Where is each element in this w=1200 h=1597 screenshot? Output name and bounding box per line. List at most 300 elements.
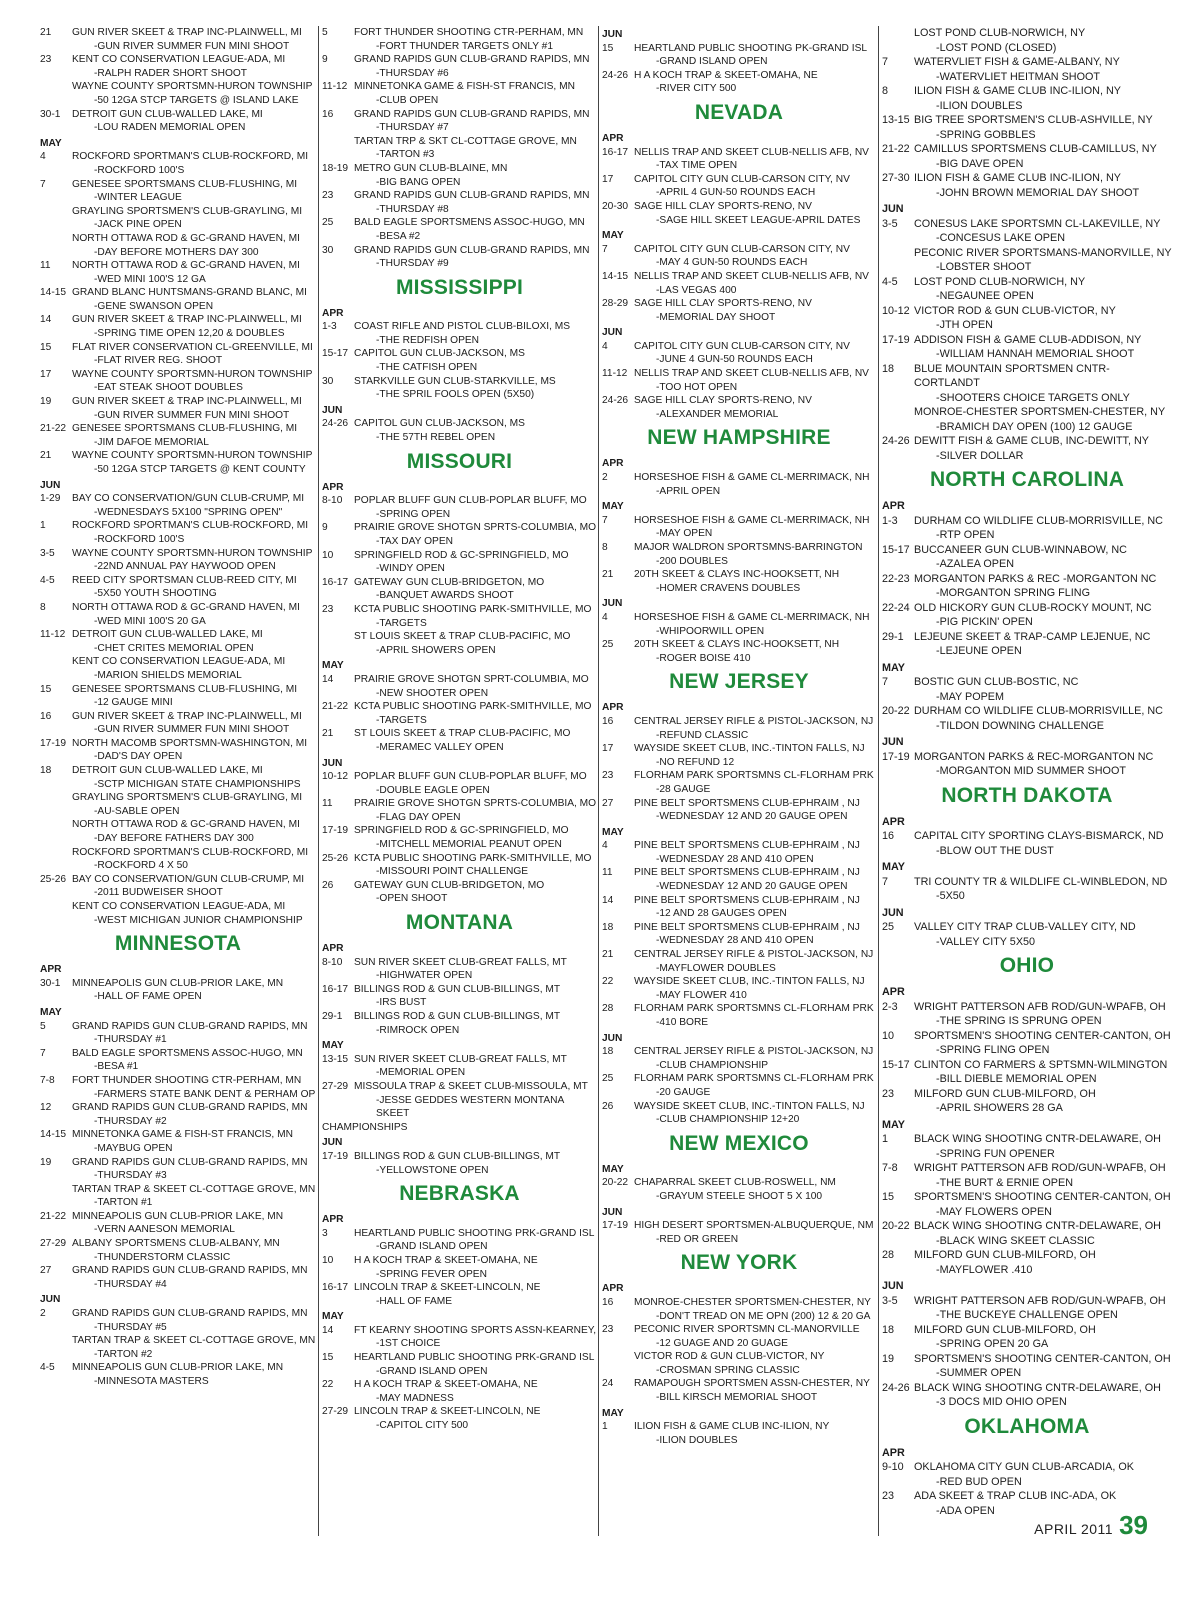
event-entry <box>602 894 876 921</box>
month-heading: MAY <box>322 1311 344 1323</box>
event-club: ROCKFORD SPORTMAN'S CLUB-ROCKFORD, MI <box>72 520 309 532</box>
event-date: 17-19 <box>882 333 910 346</box>
event-entry <box>40 1210 316 1237</box>
event-date: 19 <box>40 1156 52 1168</box>
event-date: 2 <box>602 472 608 484</box>
event-name: -WHIPOORWILL OPEN <box>656 625 765 637</box>
event-date: 13-15 <box>882 114 910 126</box>
event-club: FORT THUNDER SHOOTING CTR-PERHAM, MN <box>72 1074 302 1086</box>
event-text <box>634 1219 876 1246</box>
event-date: 20-22 <box>602 1177 629 1189</box>
event-text <box>354 956 597 983</box>
event-entry <box>322 347 597 374</box>
event-club: LINCOLN TRAP & SKEET-LINCOLN, NE <box>354 1282 541 1294</box>
event-club: ST LOUIS SKEET & TRAP CLUB-PACIFIC, MO <box>354 631 571 643</box>
event-name: -1ST CHOICE <box>376 1338 441 1350</box>
event-club: SAGE HILL CLAY SPORTS-RENO, NV <box>634 298 812 310</box>
event-club: DETROIT GUN CLUB-WALLED LAKE, MI <box>72 108 263 120</box>
event-entry <box>322 244 597 271</box>
event-entry <box>322 1150 597 1177</box>
event-text <box>914 1161 1172 1190</box>
event-club: WAYNE COUNTY SPORTSMN-HURON TOWNSHIP <box>72 368 313 380</box>
event-name: -SPRING FUN OPENER <box>936 1147 1055 1160</box>
event-date: 11 <box>322 798 333 810</box>
event-name: -50 12GA STCP TARGETS @ ISLAND LAKE <box>94 94 299 106</box>
event-club: SUN RIVER SKEET CLUB-GREAT FALLS, MT <box>354 1053 567 1065</box>
event-name: -GRAND ISLAND OPEN <box>376 1365 488 1377</box>
event-entry <box>40 259 316 286</box>
event-date: 10-12 <box>882 304 910 317</box>
event-club: ILION FISH & GAME CLUB INC-ILION, NY <box>634 1421 830 1433</box>
event-entry <box>40 108 316 135</box>
event-name: -SPRING GOBBLES <box>936 128 1036 141</box>
event-entry <box>40 764 316 791</box>
schedule-column-4 <box>882 26 1172 1518</box>
event-name: -TARTON #3 <box>376 149 435 161</box>
event-entry <box>40 1128 316 1155</box>
state-heading: NEBRASKA <box>399 1182 520 1206</box>
event-name: -CLUB CHAMPIONSHIP 12+20 <box>656 1114 800 1126</box>
event-entry <box>882 1381 1172 1410</box>
event-name: -THUNDERSTORM CLASSIC <box>94 1251 231 1263</box>
event-name: -ADA OPEN <box>936 1504 995 1517</box>
event-entry-continued <box>322 630 597 657</box>
month-heading: JUN <box>40 479 61 491</box>
month-heading: MAY <box>602 230 624 242</box>
event-name: -TAX TIME OPEN <box>656 160 738 172</box>
event-name: -BRAMICH DAY OPEN (100) 12 GAUGE <box>936 420 1133 433</box>
event-text <box>634 69 876 96</box>
event-text <box>354 375 597 402</box>
event-text <box>634 568 876 595</box>
event-text <box>914 1323 1172 1352</box>
event-date: 10-12 <box>322 771 349 783</box>
event-text <box>914 630 1172 659</box>
event-entry <box>40 449 316 476</box>
event-club: KENT CO CONSERVATION LEAGUE-ADA, MI <box>72 656 286 668</box>
event-club: CAPITOL GUN CLUB-JACKSON, MS <box>354 348 525 360</box>
event-date: 28 <box>602 1003 614 1015</box>
event-text <box>634 42 876 69</box>
event-entry <box>882 1190 1172 1219</box>
event-text <box>72 710 316 737</box>
event-entry <box>602 638 876 665</box>
event-club: MISSOULA TRAP & SKEET CLUB-MISSOULA, MT <box>354 1080 588 1092</box>
event-entry <box>40 1156 316 1183</box>
event-entry <box>322 1378 597 1405</box>
event-entry-continued <box>40 1183 316 1210</box>
event-entry <box>882 275 1172 304</box>
event-club: PRAIRIE GROVE SHOTGN SPRTS-COLUMBIA, MO <box>354 798 597 810</box>
state-heading: NEW JERSEY <box>669 670 809 694</box>
event-name: -MAY FLOWER 410 <box>656 989 747 1001</box>
event-club: MAJOR WALDRON SPORTSMNS-BARRINGTON <box>634 542 863 553</box>
event-date: 8-10 <box>322 495 343 507</box>
event-name: -SCTP MICHIGAN STATE CHAMPIONSHIPS <box>94 778 301 790</box>
event-entry <box>602 1219 876 1246</box>
event-name: -BIG DAVE OPEN <box>936 157 1024 170</box>
event-text <box>354 824 597 851</box>
event-date: 18 <box>602 1046 614 1058</box>
state-heading: OHIO <box>999 954 1055 977</box>
event-name: -GRAND ISLAND OPEN <box>376 1241 488 1253</box>
event-text <box>72 1264 316 1291</box>
event-date: 16-17 <box>322 576 349 588</box>
event-name: -MEMORIAL OPEN <box>376 1067 466 1079</box>
event-date: 3 <box>322 1227 328 1239</box>
event-date: 15 <box>882 1191 895 1203</box>
event-text <box>914 171 1172 200</box>
event-name: -WED MINI 100'S 12 GA <box>94 273 206 285</box>
event-club: SPORTSMEN'S SHOOTING CENTER-CANTON, OH <box>914 1029 1171 1042</box>
event-date: 23 <box>882 1087 895 1100</box>
event-date: 17-19 <box>322 825 349 837</box>
event-club: ALBANY SPORTSMENS CLUB-ALBANY, MN <box>72 1238 280 1250</box>
event-name: -DOUBLE EAGLE OPEN <box>376 784 490 796</box>
event-entry <box>40 395 316 422</box>
event-date: 24 <box>602 1378 614 1390</box>
event-name: -WEDNESDAY 12 AND 20 GAUGE OPEN <box>656 881 848 893</box>
page-number: 39 <box>1119 1510 1148 1540</box>
event-club: MORGANTON PARKS & REC-MORGANTON NC <box>914 750 1154 763</box>
event-text <box>72 341 316 368</box>
event-name: -JTH OPEN <box>936 319 993 331</box>
month-heading: APR <box>322 307 344 319</box>
event-name: -3 DOCS MID OHIO OPEN <box>936 1396 1067 1408</box>
event-name: -BLACK WING SKEET CLASSIC <box>936 1234 1095 1247</box>
event-date: 10 <box>322 549 334 561</box>
event-date: 15-17 <box>882 543 910 556</box>
event-club: REED CITY SPORTSMAN CLUB-REED CITY, MI <box>72 574 297 586</box>
event-date: 7 <box>882 676 889 688</box>
event-text <box>634 611 876 638</box>
column-divider <box>318 26 319 1536</box>
event-date: 7-8 <box>882 1162 898 1174</box>
event-date: 7 <box>602 514 608 526</box>
event-date: 25-26 <box>322 852 349 864</box>
event-name: -MAYFLOWER DOUBLES <box>656 962 776 974</box>
event-club: NELLIS TRAP AND SKEET CLUB-NELLIS AFB, NV <box>634 270 869 282</box>
event-text <box>354 673 597 700</box>
event-name: -GENE SWANSON OPEN <box>94 300 214 312</box>
event-date: 26 <box>322 879 334 891</box>
month-heading: MAY <box>882 861 906 873</box>
event-entry <box>882 1323 1172 1352</box>
event-text <box>914 601 1172 630</box>
event-entry <box>322 879 597 906</box>
event-club: ILION FISH & GAME CLUB INC-ILION, NY <box>914 172 1121 184</box>
event-text <box>72 1020 316 1047</box>
event-entry <box>602 394 876 421</box>
month-heading: APR <box>602 1283 624 1295</box>
event-entry <box>602 1296 876 1323</box>
event-text <box>914 333 1172 362</box>
event-club: CAPITOL GUN CLUB-JACKSON, MS <box>354 418 525 430</box>
event-text <box>354 417 597 444</box>
event-text <box>72 395 316 422</box>
event-club: BILLINGS ROD & GUN CLUB-BILLINGS, MT <box>354 983 561 995</box>
event-name: -GUN RIVER SUMMER FUN MINI SHOOT <box>94 724 290 736</box>
event-club: PRAIRIE GROVE SHOTGN SPRT-COLUMBIA, MO <box>354 673 589 685</box>
event-club: PINE BELT SPORTSMENS CLUB-EPHRAIM , NJ <box>634 921 860 933</box>
month-heading: APR <box>602 458 624 470</box>
event-date: 17-19 <box>882 750 910 763</box>
event-entry <box>882 142 1172 171</box>
event-name: -THE BUCKEYE CHALLENGE OPEN <box>936 1309 1118 1321</box>
month-heading: APR <box>882 1446 905 1459</box>
event-entry <box>602 297 876 324</box>
event-club: FLORHAM PARK SPORTSMNS CL-FLORHAM PRK <box>634 1073 874 1085</box>
event-club: GUN RIVER SKEET & TRAP INC-PLAINWELL, MI <box>72 710 302 722</box>
event-club: MINNETONKA GAME & FISH-ST FRANCIS, MN <box>72 1129 293 1141</box>
event-entry <box>322 1351 597 1378</box>
event-text <box>72 683 316 710</box>
event-club: BLACK WING SHOOTING CNTR-DELAWARE, OH <box>914 1220 1161 1232</box>
event-name: -RALPH RADER SHORT SHOOT <box>94 67 248 79</box>
event-name: -BESA #1 <box>94 1061 139 1073</box>
event-date: 13-15 <box>322 1053 349 1065</box>
event-name: -JESSE GEDDES WESTERN MONTANA SKEET <box>376 1094 564 1120</box>
event-date: 23 <box>602 1324 614 1336</box>
event-text <box>634 471 876 498</box>
event-club: SUN RIVER SKEET CLUB-GREAT FALLS, MT <box>354 956 567 968</box>
event-date: 30-1 <box>40 108 61 120</box>
event-date: 4-5 <box>40 1362 55 1374</box>
event-date: 4 <box>602 611 608 623</box>
event-date: 14 <box>40 314 52 326</box>
event-text <box>914 829 1172 858</box>
event-club: BAY CO CONSERVATION/GUN CLUB-CRUMP, MI <box>72 873 305 885</box>
event-club: GRAYLING SPORTSMEN'S CLUB-GRAYLING, MI <box>72 792 303 804</box>
event-text <box>354 700 597 727</box>
event-club: BILLINGS ROD & GUN CLUB-BILLINGS, MT <box>354 1150 561 1162</box>
event-entry <box>40 286 316 313</box>
event-date: 21-22 <box>882 143 910 155</box>
event-entry <box>322 1254 597 1281</box>
month-heading: APR <box>40 964 62 976</box>
event-club: CENTRAL JERSEY RIFLE & PISTOL-JACKSON, NJ <box>634 949 874 961</box>
event-date: 10 <box>322 1254 334 1266</box>
event-club: NELLIS TRAP AND SKEET CLUB-NELLIS AFB, NV <box>634 368 869 380</box>
event-name-wrap: CHAMPIONSHIPS <box>322 1121 408 1133</box>
event-entry <box>40 873 316 900</box>
event-date: 25 <box>602 639 614 651</box>
event-entry <box>882 1058 1172 1087</box>
event-date: 24-26 <box>882 435 910 447</box>
event-club: VALLEY CITY TRAP CLUB-VALLEY CITY, ND <box>914 921 1136 933</box>
event-text <box>634 1176 876 1203</box>
month-heading: MAY <box>602 501 624 513</box>
event-date: 1-3 <box>322 321 337 333</box>
event-date: 16 <box>40 710 52 722</box>
state-heading: OKLAHOMA <box>964 1414 1090 1438</box>
event-date: 9 <box>322 54 328 66</box>
event-text <box>914 1294 1172 1323</box>
event-name: -5X50 <box>936 890 965 902</box>
event-date: 23 <box>882 1490 895 1502</box>
event-date: 8 <box>882 85 889 97</box>
event-text <box>72 547 316 574</box>
month-heading: MAY <box>882 661 906 674</box>
event-entry-continued <box>40 232 316 259</box>
event-date: 21 <box>602 569 614 581</box>
event-text <box>634 1045 876 1072</box>
month-heading: MAY <box>602 826 624 838</box>
state-heading: NEVADA <box>694 100 784 124</box>
event-text <box>634 146 876 173</box>
event-club: GRAYLING SPORTSMEN'S CLUB-GRAYLING, MI <box>72 205 303 217</box>
event-name: -THE SPRING IS SPRUNG OPEN <box>936 1015 1102 1027</box>
event-name: -WEDNESDAY 12 AND 20 GAUGE OPEN <box>656 811 848 823</box>
event-name: -LOST POND (CLOSED) <box>936 41 1057 54</box>
event-club: MILFORD GUN CLUB-MILFORD, OH <box>914 1249 1096 1261</box>
event-name: -MAY OPEN <box>656 528 713 540</box>
event-club: KENT CO CONSERVATION LEAGUE-ADA, MI <box>72 54 286 66</box>
event-name: -DAY BEFORE MOTHERS DAY 300 <box>94 246 259 258</box>
event-text <box>72 492 316 519</box>
event-entry <box>40 574 316 601</box>
event-name: -ROCKFORD 4 X 50 <box>94 860 188 872</box>
event-text <box>354 108 597 135</box>
event-entry <box>40 1361 316 1388</box>
event-entry <box>882 1219 1172 1248</box>
event-text <box>914 217 1172 246</box>
month-heading: MAY <box>40 1006 62 1018</box>
event-club: GRAND RAPIDS GUN CLUB-GRAND RAPIDS, MN <box>72 1020 308 1032</box>
event-club: OLD HICKORY GUN CLUB-ROCKY MOUNT, NC <box>914 601 1152 614</box>
event-text <box>354 770 597 797</box>
event-name: -BILL KIRSCH MEMORIAL SHOOT <box>656 1392 818 1404</box>
event-entry <box>40 26 316 53</box>
event-club: CLINTON CO FARMERS & SPTSMN-WILMINGTON <box>914 1058 1168 1071</box>
event-entry <box>322 603 597 630</box>
event-entry <box>322 494 597 521</box>
event-club: CAPITOL CITY GUN CLUB-CARSON CITY, NV <box>634 173 850 185</box>
event-club: DEWITT FISH & GAME CLUB, INC-DEWITT, NY <box>914 435 1149 447</box>
month-heading: APR <box>882 986 905 998</box>
event-club: WRIGHT PATTERSON AFB ROD/GUN-WPAFB, OH <box>914 1000 1166 1013</box>
event-date: 12 <box>40 1102 52 1114</box>
event-text <box>634 367 876 394</box>
event-date: 24-26 <box>322 418 349 430</box>
event-name: -SUMMER OPEN <box>936 1367 1022 1379</box>
event-date: 14 <box>322 673 334 685</box>
event-text <box>354 1281 597 1308</box>
month-heading: APR <box>602 132 624 144</box>
month-heading: APR <box>322 943 344 955</box>
event-text <box>354 576 597 603</box>
event-club: HEARTLAND PUBLIC SHOOTING PRK-GRAND ISL <box>354 1227 595 1239</box>
event-name: -TARGETS <box>376 714 427 726</box>
event-text <box>354 26 597 53</box>
event-name: -WEST MICHIGAN JUNIOR CHAMPIONSHIP <box>94 914 303 926</box>
event-name: -BESA #2 <box>376 230 421 242</box>
event-entry <box>322 375 597 402</box>
event-entry <box>322 1227 597 1254</box>
event-name: -LAS VEGAS 400 <box>656 284 737 296</box>
issue-date: APRIL 2011 <box>1034 1521 1114 1537</box>
event-club: ADDISON FISH & GAME CLUB-ADDISON, NY <box>914 333 1142 346</box>
event-club: GENESEE SPORTSMANS CLUB-FLUSHING, MI <box>72 423 298 435</box>
event-club: FT KEARNY SHOOTING SPORTS ASSN-KEARNEY, <box>354 1324 597 1336</box>
event-club: CAPITOL CITY GUN CLUB-CARSON CITY, NV <box>634 243 850 255</box>
event-date: 22 <box>322 1379 334 1391</box>
event-entry <box>602 1420 876 1447</box>
event-text <box>634 200 876 227</box>
state-heading: NORTH DAKOTA <box>941 783 1113 807</box>
event-date: 25 <box>322 217 334 229</box>
event-entry <box>40 601 316 628</box>
event-name: -MITCHELL MEMORIAL PEANUT OPEN <box>376 839 562 851</box>
event-club: VICTOR ROD & GUN CLUB-VICTOR, NY <box>914 304 1116 317</box>
event-entry <box>602 1176 876 1203</box>
event-club: GUN RIVER SKEET & TRAP INC-PLAINWELL, MI <box>72 396 302 408</box>
event-club: HEARTLAND PUBLIC SHOOTING PK-GRAND ISL <box>634 42 868 54</box>
event-date: 16-17 <box>322 1282 349 1294</box>
page-footer <box>1034 1510 1148 1541</box>
event-name: -AZALEA OPEN <box>936 558 1015 570</box>
event-club: BALD EAGLE SPORTSMENS ASSOC-HUGO, MN <box>354 217 585 229</box>
event-name: -MAY MADNESS <box>376 1392 454 1404</box>
event-club: HORSESHOE FISH & GAME CL-MERRIMACK, NH <box>634 472 870 484</box>
month-heading: JUN <box>602 1032 623 1044</box>
event-club: GRAND RAPIDS GUN CLUB-GRAND RAPIDS, MN <box>354 108 590 120</box>
month-heading: MAY <box>40 137 62 149</box>
event-entry <box>882 829 1172 858</box>
event-text <box>354 521 597 548</box>
event-entry <box>40 1074 316 1101</box>
event-name: -SPRING OPEN <box>376 508 451 520</box>
state-heading: MINNESOTA <box>114 932 242 956</box>
event-text <box>72 1074 316 1101</box>
event-club: HORSESHOE FISH & GAME CL-MERRIMACK, NH <box>634 611 870 623</box>
event-entry <box>40 628 316 655</box>
event-text <box>72 519 316 546</box>
event-date: 24-26 <box>602 395 629 407</box>
event-entry <box>322 700 597 727</box>
event-club: LOST POND CLUB-NORWICH, NY <box>914 275 1086 288</box>
event-entry <box>40 492 316 519</box>
event-date: 21-22 <box>40 1210 67 1222</box>
month-heading: JUN <box>882 1280 904 1292</box>
event-entry <box>322 852 597 879</box>
event-date: 26 <box>602 1100 614 1112</box>
event-text <box>354 1351 597 1378</box>
event-date: 5 <box>40 1020 46 1032</box>
event-text <box>354 1405 597 1432</box>
event-club: GRAND RAPIDS GUN CLUB-GRAND RAPIDS, MN <box>72 1308 308 1320</box>
event-text <box>914 514 1172 543</box>
event-text <box>72 1101 316 1128</box>
event-club: H A KOCH TRAP & SKEET-OMAHA, NE <box>634 69 818 81</box>
event-club: GATEWAY GUN CLUB-BRIDGETON, MO <box>354 879 545 891</box>
event-entry <box>40 150 316 177</box>
event-name: -FLAG DAY OPEN <box>376 811 461 823</box>
schedule-column-2 <box>322 26 597 1433</box>
event-name: -SPRING FLING OPEN <box>936 1044 1050 1056</box>
event-name: -TILDON DOWNING CHALLENGE <box>936 719 1104 732</box>
event-name: -FORT THUNDER TARGETS ONLY #1 <box>376 40 553 52</box>
event-text <box>634 514 876 541</box>
state-heading: NEW HAMPSHIRE <box>647 426 831 450</box>
event-date: 2 <box>40 1308 46 1320</box>
event-text <box>634 839 876 866</box>
event-club: WAYNE COUNTY SPORTSMN-HURON TOWNSHIP <box>72 547 313 559</box>
event-club: GUN RIVER SKEET & TRAP INC-PLAINWELL, MI <box>72 27 302 38</box>
event-club: KCTA PUBLIC SHOOTING PARK-SMITHVILLE, MO <box>354 603 592 615</box>
event-club: NORTH OTTAWA ROD & GC-GRAND HAVEN, MI <box>72 601 300 613</box>
event-entry <box>322 983 597 1010</box>
